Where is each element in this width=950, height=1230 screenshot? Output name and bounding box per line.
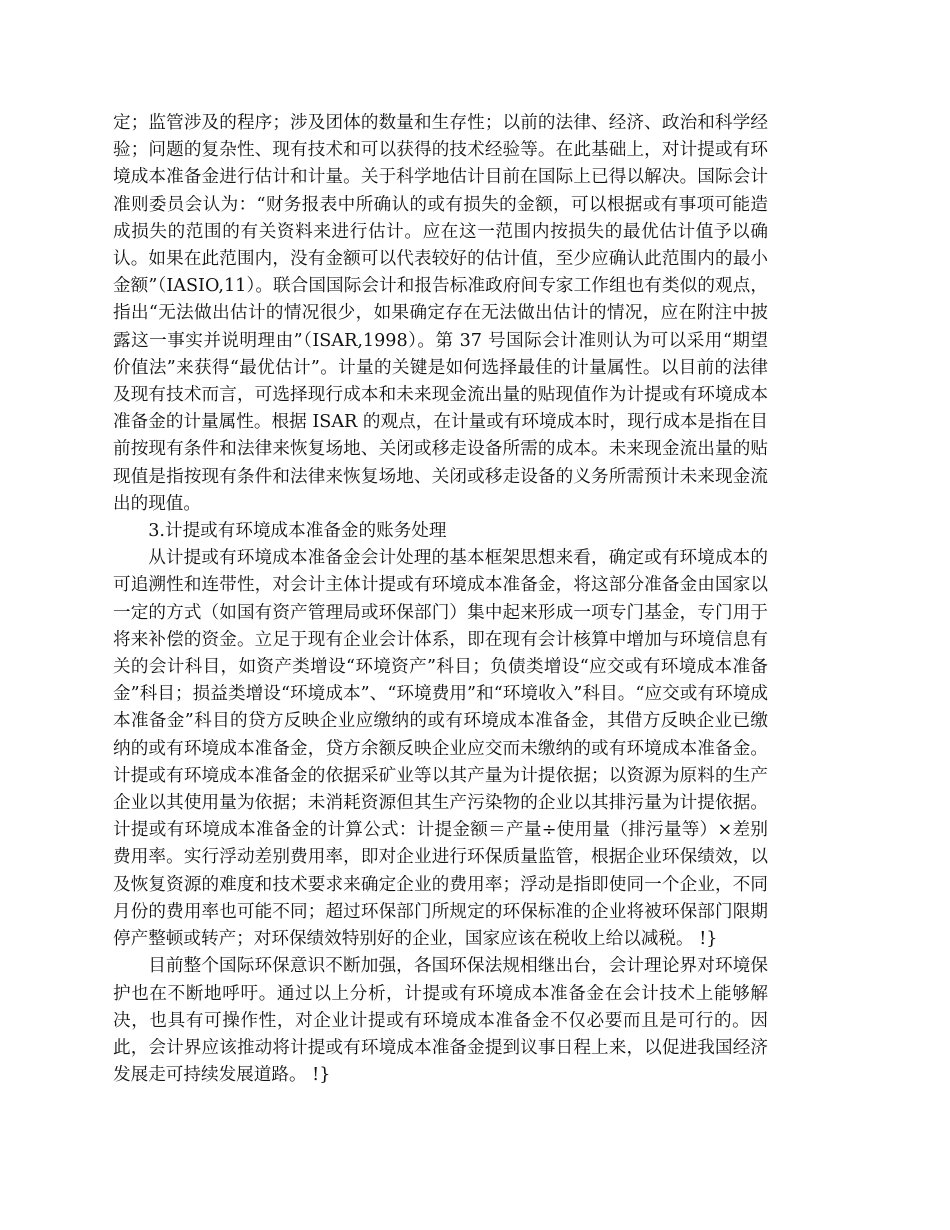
paragraph-estimation: 定；监管涉及的程序；涉及团体的数量和生存性；以前的法律、经济、政治和科学经验；问题的复杂性、现有技术和可以获得的技术经验等。在此基础上，对计提或有环境成本准备金进行估计和计量。关于科学地估计目前在国际上已得以解决。国际会计准则委员会认为：“财务报表中所确认的或有损失的金额，可以根据或有事项可能造成损失的范围的有关资料来进行估计。应在这一范围内按损失的最优估计值予以确认。如果在此范围内，没有金额可以代表较好的估计值，至少应确认此范围内的最小金额”（IASIO,11）。联合国国际会计和报告标准政府间专家工作组也有类似的观点，指出“无法做出估计的情况很少，如果确定存在无法做出估计的情况，应在附注中披露这一事实并说明理由”（ISAR,1998）。第 37 号国际会计准则认为可以采用“期望价值法”来获得“最优估计”。计量的关键是如何选择最佳的计量属性。以目前的法律及现有技术而言，可选择现行成本和未来现金流出量的贴现值作为计提或有环境成本准备金的计量属性。根据 ISAR 的观点，在计量或有环境成本时，现行成本是指在目前按现有条件和法律来恢复场地、关闭或移走设备所需的成本。未来现金流出量的贴现值是指按现有条件和法律来恢复场地、关闭或移走设备的义务所需预计未来现金流出的现值。	[113, 113, 768, 514]
paragraph-conclusion: 目前整个国际环保意识不断加强，各国环保法规相继出台，会计理论界对环境保护也在不断地呼吁。通过以上分析，计提或有环境成本准备金在会计技术上能够解决，也具有可操作性，对企业计提或有环境成本准备金不仅必要而且是可行的。因此，会计界应该推动将计提或有环境成本准备金提到议事日程上来，以促进我国经济发展走可持续发展道路。 !}	[113, 956, 768, 1086]
section-heading-accounting: 3.计提或有环境成本准备金的账务处理	[148, 521, 447, 542]
document-body	[113, 110, 768, 1089]
paragraph-accounting-framework: 从计提或有环境成本准备金会计处理的基本框架思想来看，确定或有环境成本的可追溯性和连带性，对会计主体计提或有环境成本准备金，将这部分准备金由国家以一定的方式（如国有资产管理局或环保部门）集中起来形成一项专门基金，专门用于将来补偿的资金。立足于现有企业会计体系，即在现有会计核算中增加与环境信息有关的会计科目，如资产类增设“环境资产”科目；负债类增设“应交或有环境成本准备金”科目；损益类增设“环境成本”、“环境费用”和“环境收入”科目。“应交或有环境成本准备金”科目的贷方反映企业应缴纳的或有环境成本准备金，其借方反映企业已缴纳的或有环境成本准备金，贷方余额反映企业应交而未缴纳的或有环境成本准备金。计提或有环境成本准备金的依据采矿业等以其产量为计提依据；以资源为原料的生产企业以其使用量为依据；未消耗资源但其生产污染物的企业以其排污量为计提依据。计提或有环境成本准备金的计算公式：计提金额＝产量÷使用量（排污量等）×差别费用率。实行浮动差别费用率，即对企业进行环保质量监管，根据企业环保绩效，以及恢复资源的难度和技术要求来确定企业的费用率；浮动是指即使同一个企业，不同月份的费用率也可能不同；超过环保部门所规定的环保标准的企业将被环保部门限期停产整顿或转产；对环保绩效特别好的企业，国家应该在税收上给以减税。 !}	[113, 548, 768, 950]
